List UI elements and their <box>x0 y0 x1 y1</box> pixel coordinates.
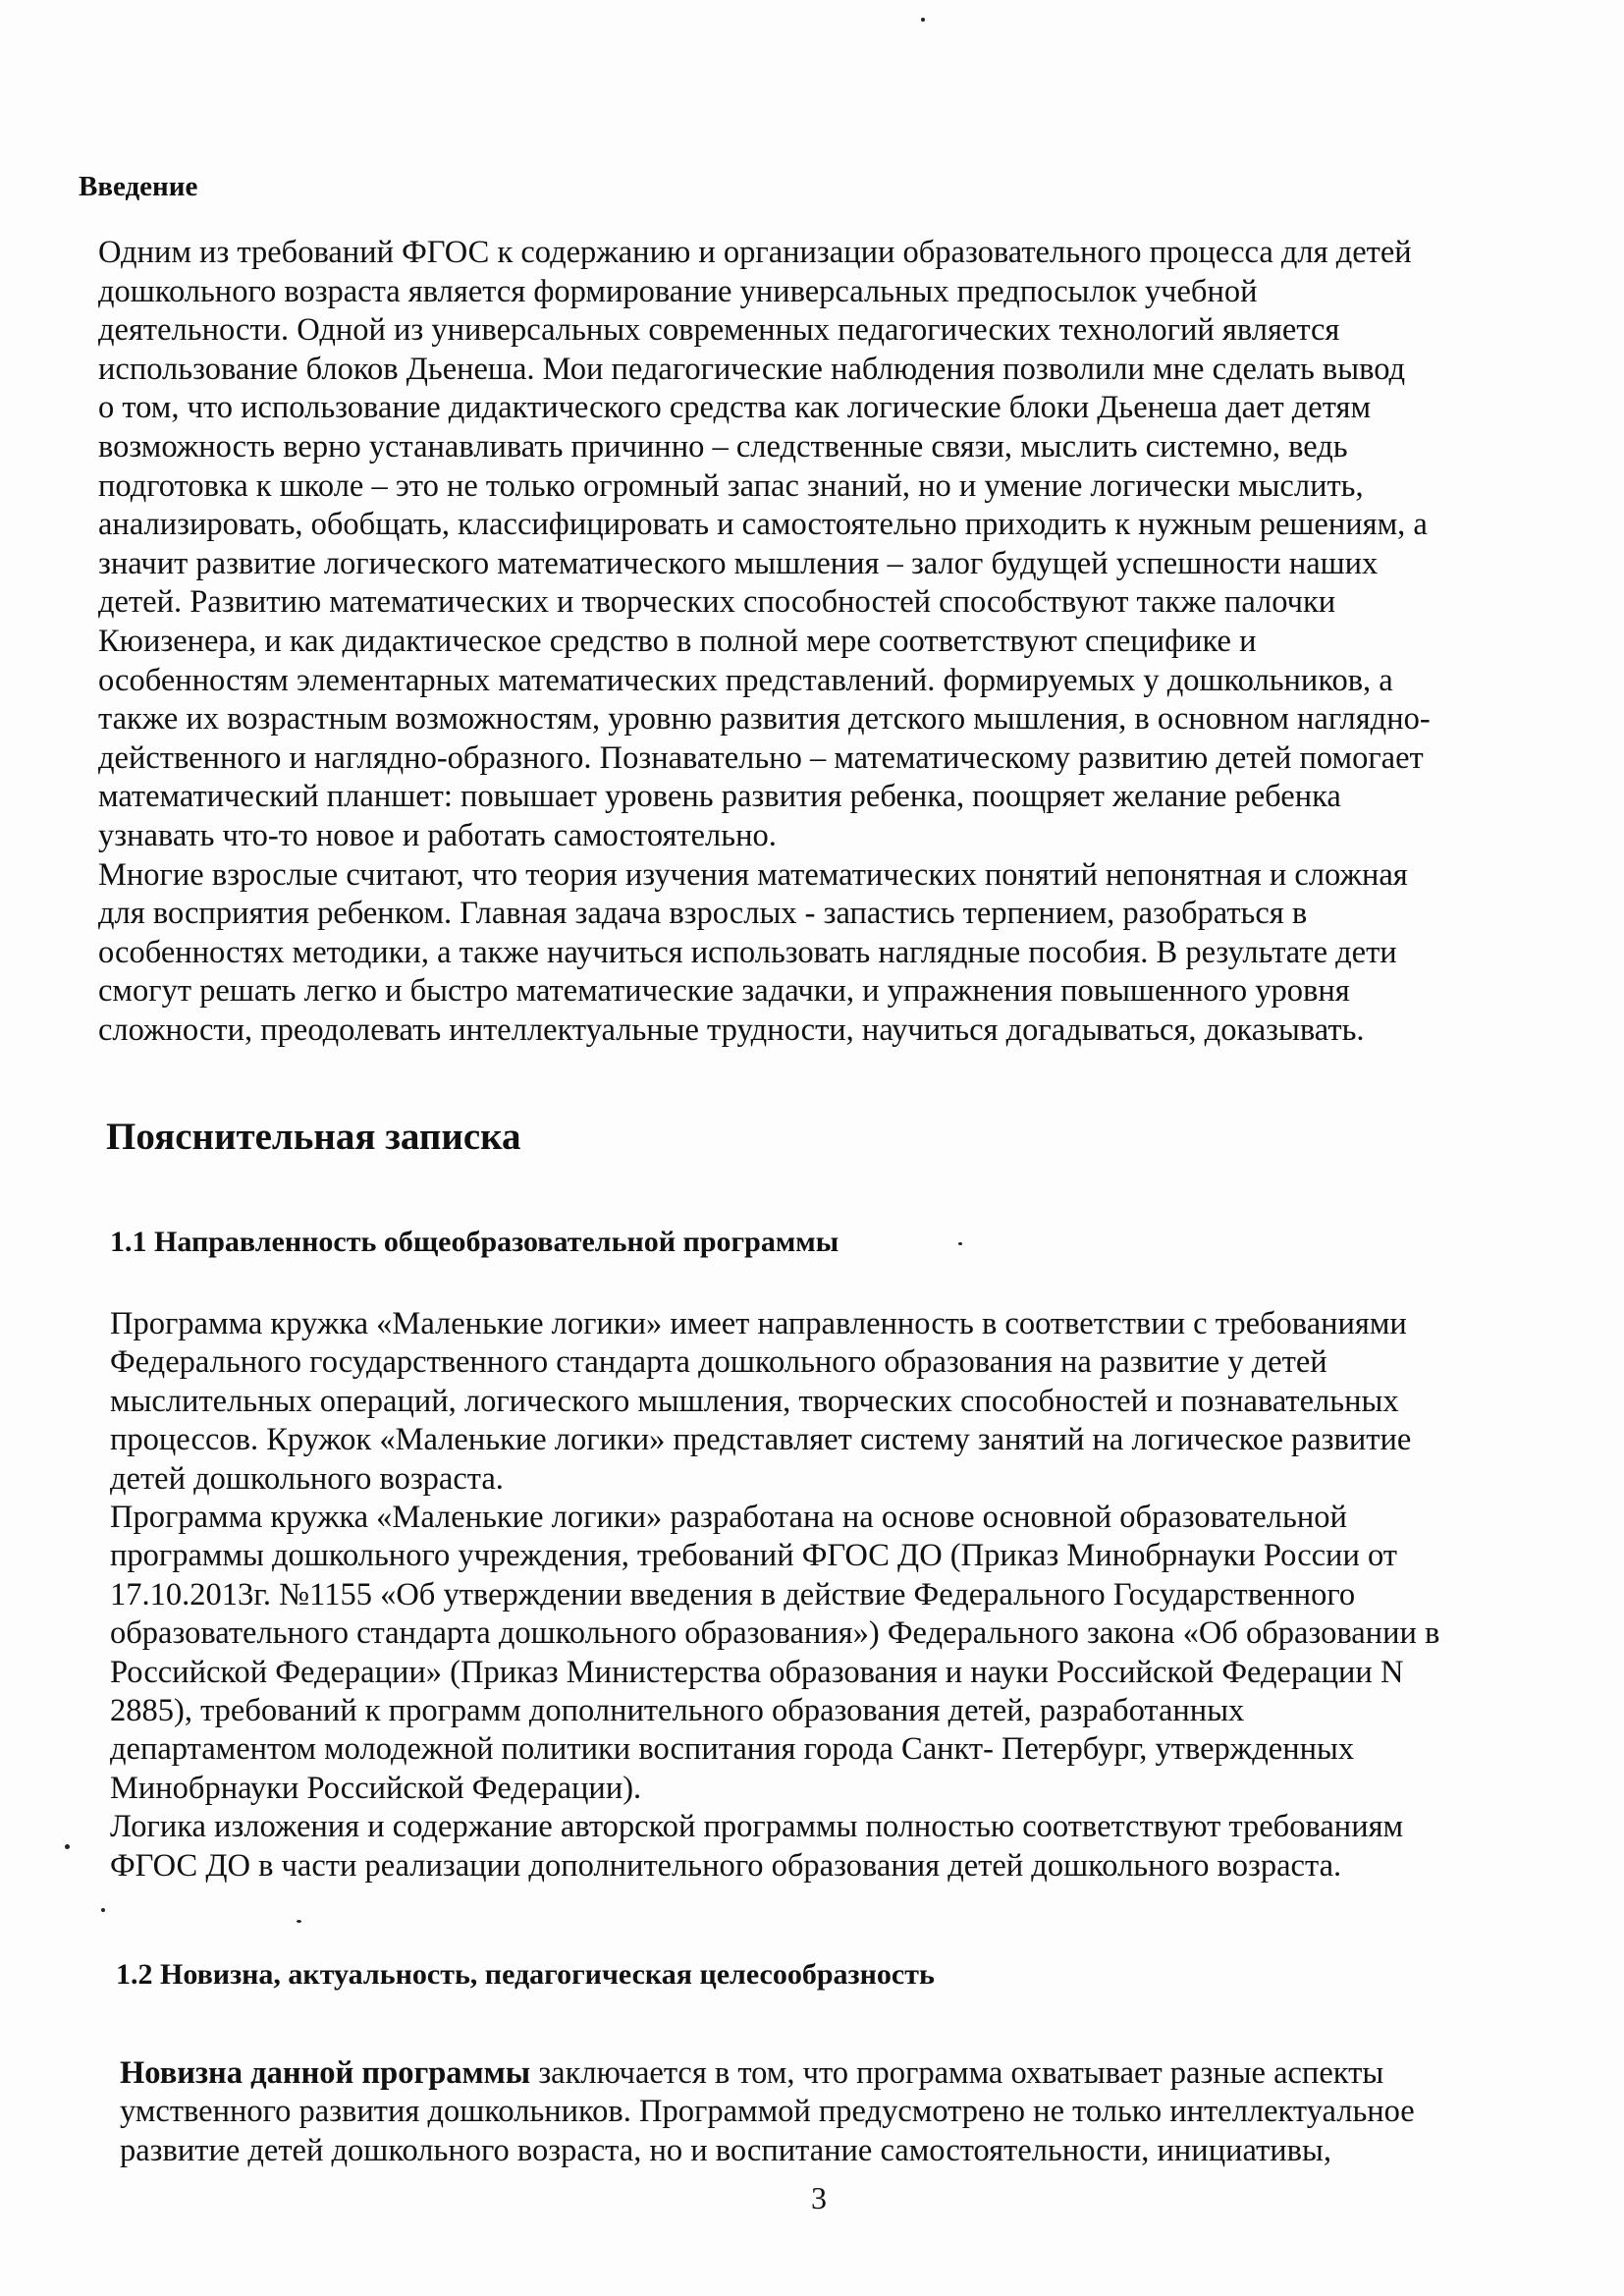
intro-heading: Введение <box>79 171 198 202</box>
text-line: Минобрнауки Российской Федерации). <box>110 1770 642 1806</box>
text-line: развитие детей дошкольного возраста, но и воспитание самостоятельности, инициативы, <box>120 2132 1331 2168</box>
novelty-term: Новизна данной программы <box>120 2055 531 2091</box>
text-line <box>120 2054 1415 2093</box>
text-line: смогут решать легко и быстро математические задачки, и упражнения повышенного уровня <box>98 973 1350 1010</box>
page-number: 3 <box>811 2180 827 2215</box>
text-line: о том, что использование дидактического средства как логические блоки Дьенеша дает детям <box>98 390 1372 426</box>
text-line: Программа кружка «Маленькие логики» имеет направленность в соответствии с требованиями <box>110 1306 1407 1341</box>
text-line: Кюизенера, и как дидактическое средство в полной мере соответствуют специфике и <box>98 623 1257 659</box>
intro-paragraph <box>98 234 1431 1050</box>
text-line: детей дошкольного возраста. <box>110 1460 504 1497</box>
text-line: Программа кружка «Маленькие логики» разработана на основе основной образовательной <box>110 1500 1347 1536</box>
section-1-1-paragraph <box>110 1305 1439 1886</box>
text-line: Одним из требований ФГОС к содержанию и организации образовательного процесса для детей <box>98 235 1412 270</box>
text-line: подготовка к школе – это не только огромный запас знаний, но и умение логически мыслить, <box>98 467 1364 504</box>
text-line: значит развитие логического математического мышления – залог будущей успешности наших <box>98 545 1379 581</box>
text-line: сложности, преодолевать интеллектуальные трудности, научиться догадываться, доказывать. <box>98 1011 1365 1048</box>
scan-speck <box>65 1844 70 1849</box>
section-1-2-paragraph <box>120 2054 1415 2170</box>
scan-speck <box>958 1242 962 1245</box>
text-line: возможность верно устанавливать причинно – следственные связи, мыслить системно, ведь <box>98 428 1348 465</box>
text-line: умственного развития дошкольников. Программой предусмотрено не только интеллектуальное <box>120 2094 1415 2130</box>
text-line: деятельности. Одной из универсальных современных педагогических технологий является <box>98 312 1340 349</box>
text-line: Многие взрослые считают, что теория изучения математических понятий непонятная и сложная <box>98 856 1408 893</box>
text-line: дошкольного возраста является формирование универсальных предпосылок учебной <box>98 273 1258 309</box>
text-line: программы дошкольного учреждения, требований ФГОС ДО (Приказ Минобрнауки России от <box>110 1538 1397 1574</box>
scan-speck <box>101 1908 105 1912</box>
scan-speck <box>297 1920 301 1923</box>
explanatory-note-heading: Пояснительная записка <box>106 1116 521 1158</box>
section-1-2-heading: 1.2 Новизна, актуальность, педагогическая целесообразность <box>116 1958 935 1991</box>
text-line: действенного и наглядно-образного. Познавательно – математическому развитию детей помогает <box>98 739 1424 776</box>
text-line: мыслительных операций, логического мышления, творческих способностей и познавательных <box>110 1383 1399 1419</box>
text-line: также их возрастным возможностям, уровню развития детского мышления, в основном наглядно- <box>98 701 1431 738</box>
text-line: детей. Развитию математических и творческих способностей способствуют также палочки <box>98 584 1336 621</box>
section-1-1-heading: 1.1 Направленность общеобразовательной программы <box>110 1226 839 1258</box>
text-line: процессов. Кружок «Маленькие логики» представляет систему занятий на логическое развитие <box>110 1422 1412 1458</box>
text-line: Российской Федерации» (Приказ Министерства образования и науки Российской Федерации N <box>110 1654 1404 1690</box>
text-line: 17.10.2013г. №1155 «Об утверждении введения в действие Федерального Государственного <box>110 1576 1356 1613</box>
text-line: департаментом молодежной политики воспитания города Санкт- Петербург, утвержденных <box>110 1731 1355 1768</box>
text-line: ФГОС ДО в части реализации дополнительного образования детей дошкольного возраста. <box>110 1847 1342 1884</box>
text-line: Федерального государственного стандарта дошкольного образования на развитие у детей <box>110 1344 1327 1381</box>
text-line: особенностях методики, а также научиться использовать наглядные пособия. В результате дети <box>98 934 1397 970</box>
text-line: Логика изложения и содержание авторской программы полностью соответствуют требованиям <box>110 1809 1404 1845</box>
text-line: особенностям элементарных математических представлений. формируемых у дошкольников, а <box>98 662 1393 698</box>
scan-speck <box>921 18 925 22</box>
text-line: использование блоков Дьенеша. Мои педагогические наблюдения позволили мне сделать вывод <box>98 351 1406 387</box>
text-line: для восприятия ребенком. Главная задача взрослых - запастись терпением, разобраться в <box>98 896 1308 932</box>
novelty-rest: заключается в том, что программа охватывает разные аспекты <box>530 2055 1384 2091</box>
text-line: анализировать, обобщать, классифицировать и самостоятельно приходить к нужным решениям, а <box>98 507 1428 543</box>
text-line: 2885), требований к программ дополнительного образования детей, разработанных <box>110 1693 1245 1729</box>
text-line: узнавать что-то новое и работать самостоятельно. <box>98 817 777 853</box>
text-line: образовательного стандарта дошкольного образования») Федерального закона «Об образовании в <box>110 1615 1440 1652</box>
text-line: математический планшет: повышает уровень развития ребенка, поощряет желание ребенка <box>98 779 1341 815</box>
